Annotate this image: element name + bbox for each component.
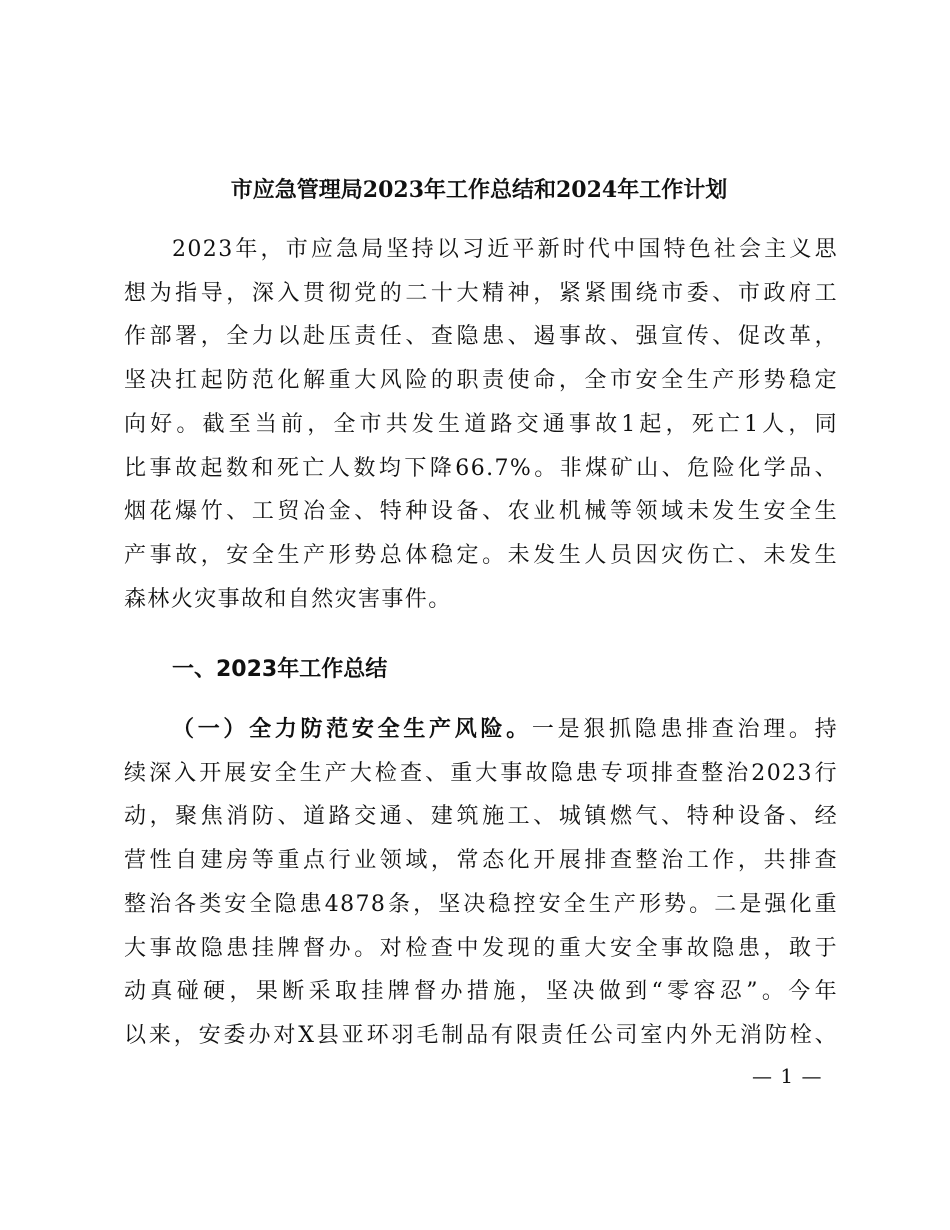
subsection-line: 整治各类安全隐患4878条，坚决稳控安全生产形势。二是强化重 bbox=[124, 891, 838, 917]
subsection-line: 大事故隐患挂牌督办。对检查中发现的重大安全事故隐患，敢于 bbox=[124, 935, 838, 961]
intro-line: 2023年，市应急局坚持以习近平新时代中国特色社会主义思 bbox=[172, 237, 838, 262]
subsection-line: 动真碰硬，果断采取挂牌督办措施，坚决做到“零容忍”。今年 bbox=[124, 979, 838, 1005]
subsection-lead-text: 一是狠抓隐患排查治理。持 bbox=[531, 717, 838, 742]
intro-paragraph bbox=[124, 228, 838, 621]
intro-line: 想为指导，深入贯彻党的二十大精神，紧紧围绕市委、市政府工 bbox=[124, 280, 838, 306]
intro-line: 比事故起数和死亡人数均下降66.7%。非煤矿山、危险化学品、 bbox=[124, 455, 838, 481]
subsection-line: 营性自建房等重点行业领域，常态化开展排查整治工作，共排查 bbox=[124, 848, 838, 874]
page-number: — 1 — bbox=[752, 1064, 823, 1088]
intro-line: 产事故，安全生产形势总体稳定。未发生人员因灾伤亡、未发生 bbox=[124, 542, 838, 568]
intro-line: 坚决扛起防范化解重大风险的职责使命，全市安全生产形势稳定 bbox=[124, 368, 838, 394]
subsection-paragraph bbox=[124, 708, 838, 1058]
intro-line: 向好。截至当前，全市共发生道路交通事故1起，死亡1人，同 bbox=[124, 411, 838, 437]
intro-line: 烟花爆竹、工贸冶金、特种设备、农业机械等领域未发生安全生 bbox=[124, 499, 838, 525]
document-title: 市应急管理局2023年工作总结和2024年工作计划 bbox=[230, 177, 728, 203]
intro-line: 作部署，全力以赴压责任、查隐患、遏事故、强宣传、促改革， bbox=[124, 324, 838, 350]
subsection-line: 动，聚焦消防、道路交通、建筑施工、城镇燃气、特种设备、经 bbox=[124, 804, 838, 830]
subsection-heading: （一）全力防范安全生产风险。 bbox=[172, 716, 532, 742]
section-heading: 一、2023年工作总结 bbox=[172, 657, 388, 682]
subsection-line: 续深入开展安全生产大检查、重大事故隐患专项排查整治2023行 bbox=[124, 760, 838, 786]
subsection-line: 以来，安委办对X县亚环羽毛制品有限责任公司室内外无消防栓、 bbox=[124, 1022, 838, 1048]
subsection-first-line bbox=[124, 708, 838, 752]
intro-line: 森林火灾事故和自然灾害事件。 bbox=[124, 586, 452, 612]
